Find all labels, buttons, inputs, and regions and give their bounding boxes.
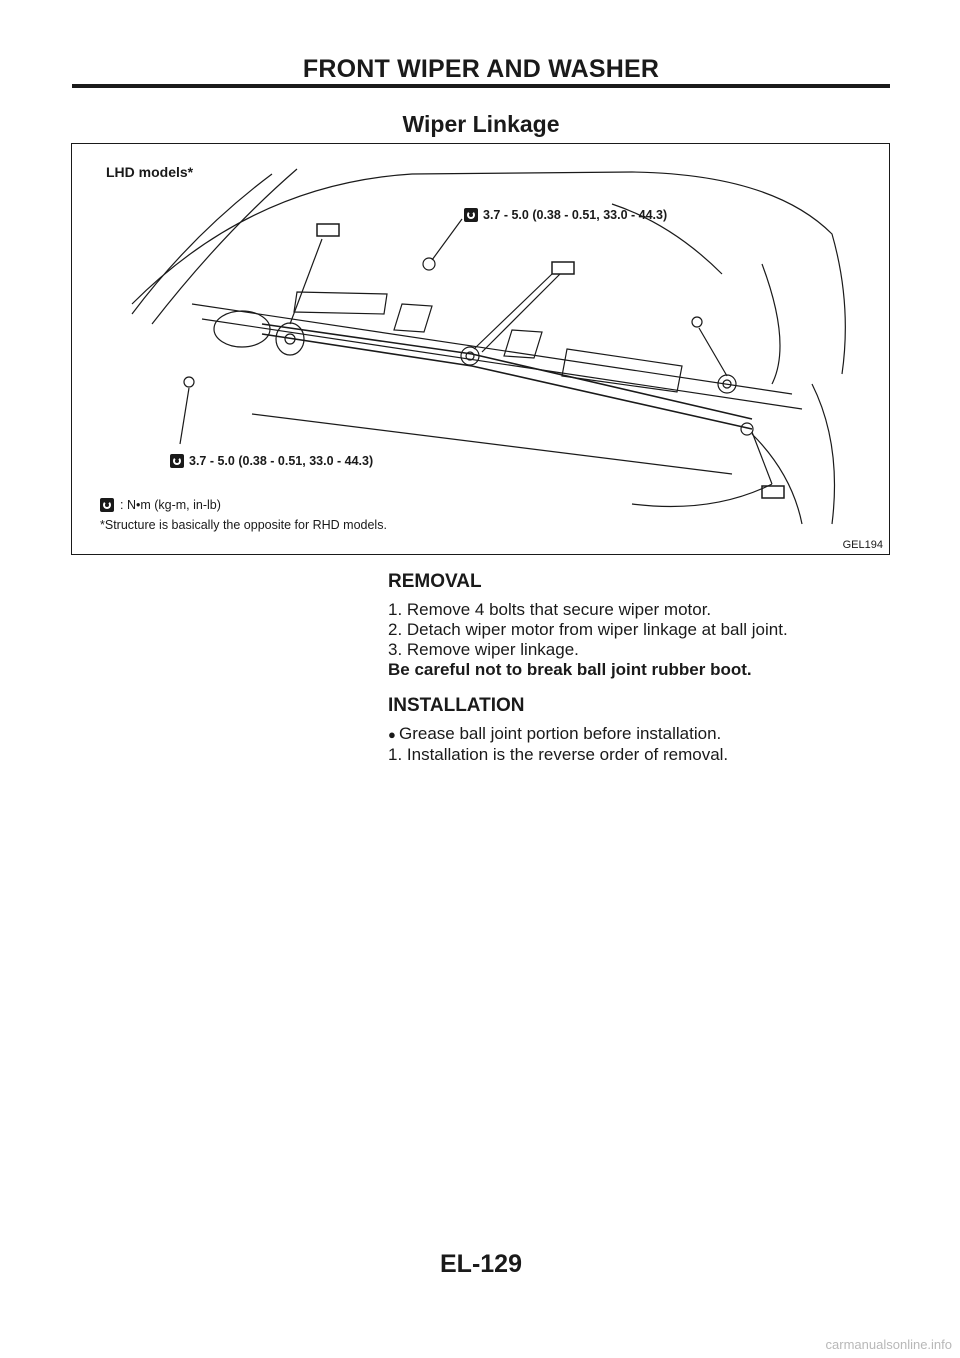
header-rule (72, 84, 890, 88)
installation-step: 1. Installation is the reverse order of removal. (388, 745, 729, 764)
procedure-text (388, 572, 888, 765)
wiper-linkage-figure (71, 143, 890, 555)
installation-bullet-text: Grease ball joint portion before installation. (399, 724, 722, 743)
section-title: Wiper Linkage (402, 111, 560, 137)
torque-spec-bottom: 3.7 - 5.0 (0.38 - 0.51, 33.0 - 44.3) (189, 454, 374, 468)
removal-title: REMOVAL (388, 571, 482, 592)
model-label: LHD models* (106, 164, 194, 180)
torque-spec-top: 3.7 - 5.0 (0.38 - 0.51, 33.0 - 44.3) (483, 208, 668, 222)
installation-bullet-item (388, 724, 888, 745)
watermark: carmanualsonline.info (825, 1337, 952, 1352)
removal-step: 1. Remove 4 bolts that secure wiper motor. (388, 600, 712, 619)
torque-wrench-icon (100, 498, 114, 512)
linkage-illustration (72, 144, 889, 554)
figure-code: GEL194 (842, 539, 883, 551)
bullet-icon: ● (388, 727, 396, 742)
page-header: FRONT WIPER AND WASHER (302, 55, 660, 83)
rhd-note: *Structure is basically the opposite for RHD models. (100, 518, 387, 532)
removal-step: 3. Remove wiper linkage. (388, 640, 579, 659)
removal-step: 2. Detach wiper motor from wiper linkage at ball joint. (388, 620, 788, 639)
page-number: EL-129 (440, 1250, 522, 1278)
unit-legend: : N•m (kg-m, in-lb) (120, 498, 221, 512)
torque-wrench-icon (464, 208, 478, 222)
installation-title: INSTALLATION (388, 695, 525, 716)
removal-caution: Be careful not to break ball joint rubber boot. (388, 660, 752, 679)
torque-wrench-icon (170, 454, 184, 468)
